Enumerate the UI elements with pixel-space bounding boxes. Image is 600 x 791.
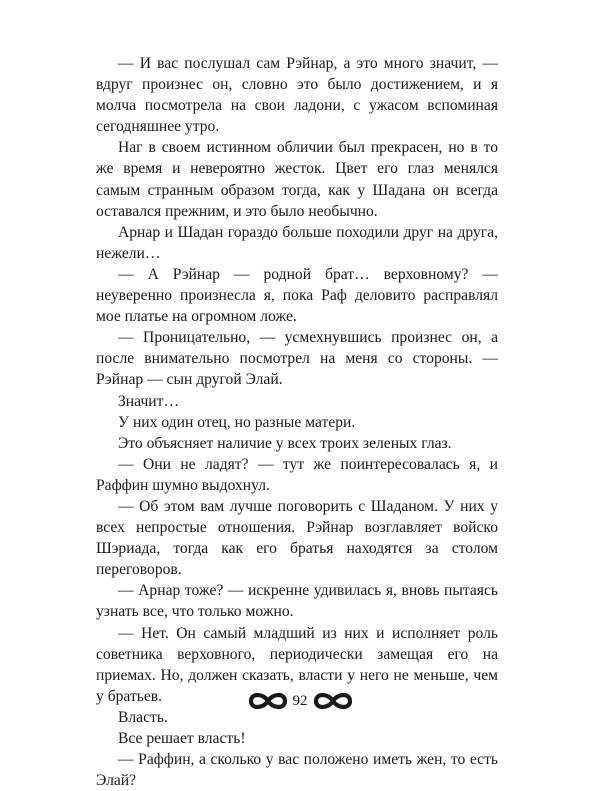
paragraph: Все решает власть! [118, 730, 246, 747]
paragraph: Значит… [118, 392, 180, 410]
paragraph: — И вас послушал сам Рэйнар, а это много значит, — вдруг произнес он, словно это было достижением, и я молча посмотрела на свои ладони, с ужасом вспоминая сегодняшнее утро. [96, 55, 498, 136]
paragraph: Арнар и Шадан гораздо больше походили друг на друга, нежели… [96, 223, 498, 262]
infinity-ornament-icon [313, 690, 353, 712]
paragraph: — Арнар тоже? — искренне удивилась я, вновь пытаясь узнать все, что только можно. [96, 582, 498, 621]
paragraph: Власть. [118, 708, 168, 726]
infinity-ornament-icon [248, 690, 288, 712]
paragraph: — Об этом вам лучше поговорить с Шаданом. У них у всех непростые отношения. Рэйнар возглавляет войско Шэриада, тогда как его братья находятся за столом переговоров. [96, 497, 498, 579]
paragraph: — Проницательно, — усмехнувшись произнес он, а после внимательно посмотрел на меня со стороны. — Рэйнар — сын другой Элай. [96, 329, 498, 389]
paragraph: — Нет. Он самый младший из них и исполняет роль советника верховного, периодически замещая его на приемах. Но, должен сказать, власти у него не меньше, чем у братьев. [96, 624, 498, 705]
paragraph: У них один отец, но разные матери. [118, 413, 356, 431]
paragraph: Это объясняет наличие у всех троих зеленых глаз. [118, 434, 452, 452]
paragraph: — Они не ладят? — тут же поинтересовалась я, и Раффин шумно выдохнул. [96, 455, 498, 494]
paragraph: — Раффин, а сколько у вас положено иметь жен, то есть Элай? [96, 751, 498, 790]
page-number: 92 [292, 692, 308, 709]
page-footer [0, 688, 600, 714]
page-text [96, 53, 498, 791]
paragraph: Наг в своем истинном обличии был прекрасен, но в то же время и невероятно жесток. Цвет его глаз менялся самым странным образом тогда, как у Шадана он всегда оставался прежним, и это было необычно. [96, 139, 498, 220]
paragraph: — А Рэйнар — родной брат… верховному? — неуверенно произнесла я, пока Раф деловито расправлял мое платье на огромном ложе. [96, 265, 498, 326]
